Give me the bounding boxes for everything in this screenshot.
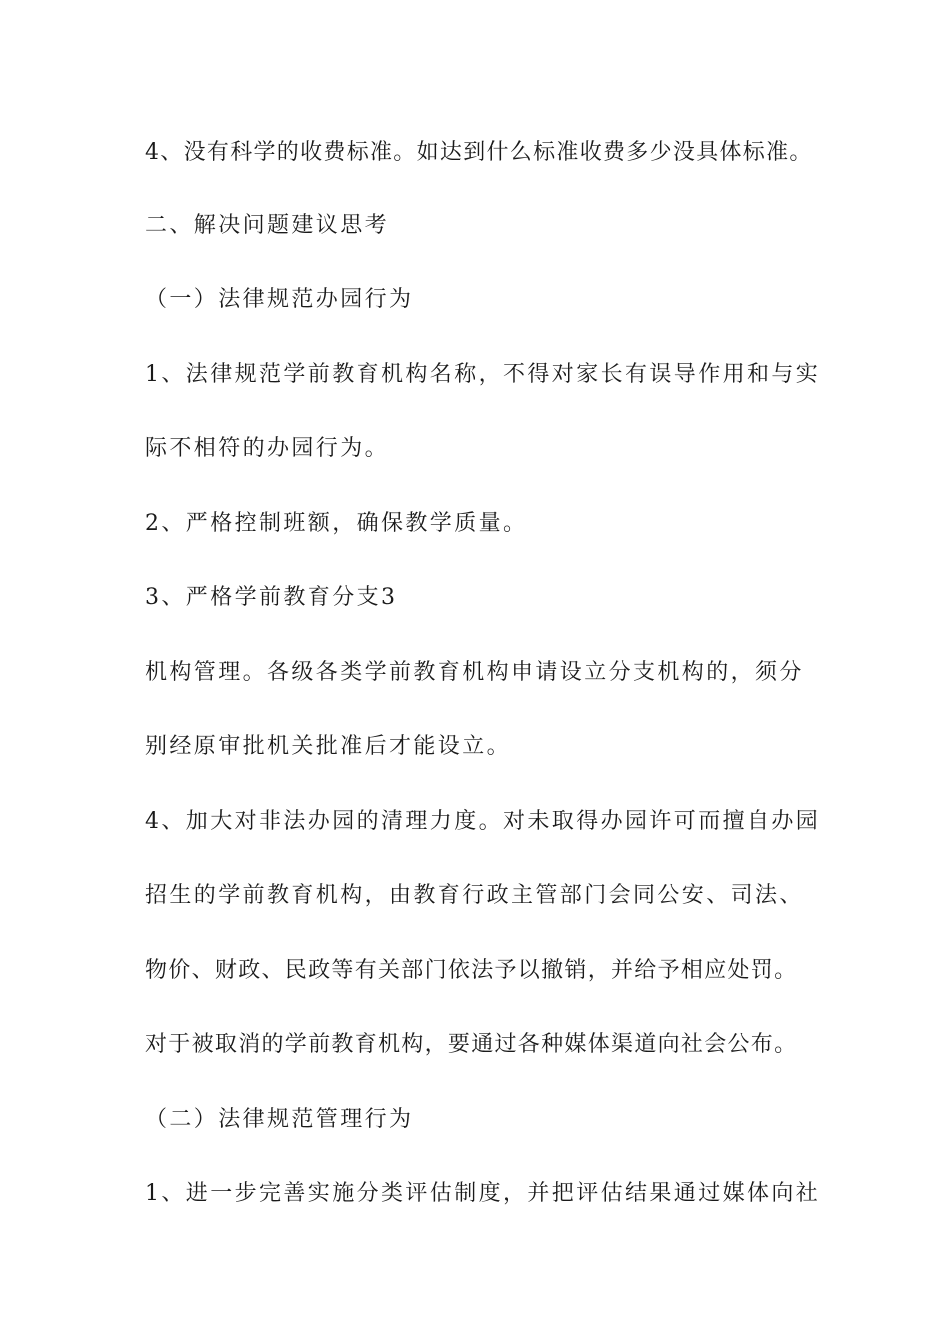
text-line: 4、没有科学的收费标准。如达到什么标准收费多少没具体标准。 — [145, 140, 813, 165]
text-line: 4、加大对非法办园的清理力度。对未取得办园许可而擅自办园 — [145, 809, 821, 834]
text-line: 对于被取消的学前教育机构，要通过各种媒体渠道向社会公布。 — [145, 1032, 798, 1057]
text-line: 别经原审批机关批准后才能设立。 — [145, 734, 512, 759]
text-line: 机构管理。各级各类学前教育机构申请设立分支机构的，须分 — [145, 660, 804, 685]
text-line: 际不相符的办园行为。 — [145, 436, 390, 461]
text-line: 3、严格学前教育分支3 — [145, 585, 398, 610]
text-line: 物价、财政、民政等有关部门依法予以撤销，并给予相应处罚。 — [145, 958, 798, 983]
text-line: 1、法律规范学前教育机构名称，不得对家长有误导作用和与实 — [145, 362, 821, 387]
section-heading: 二、解决问题建议思考 — [145, 213, 390, 238]
text-line: 招生的学前教育机构，由教育行政主管部门会同公安、司法、 — [145, 883, 804, 908]
subsection-heading: （一）法律规范办园行为 — [145, 287, 414, 312]
text-line: 1、进一步完善实施分类评估制度，并把评估结果通过媒体向社 — [145, 1181, 821, 1206]
text-line: 2、严格控制班额，确保教学质量。 — [145, 511, 528, 536]
subsection-heading: （二）法律规范管理行为 — [145, 1107, 414, 1132]
